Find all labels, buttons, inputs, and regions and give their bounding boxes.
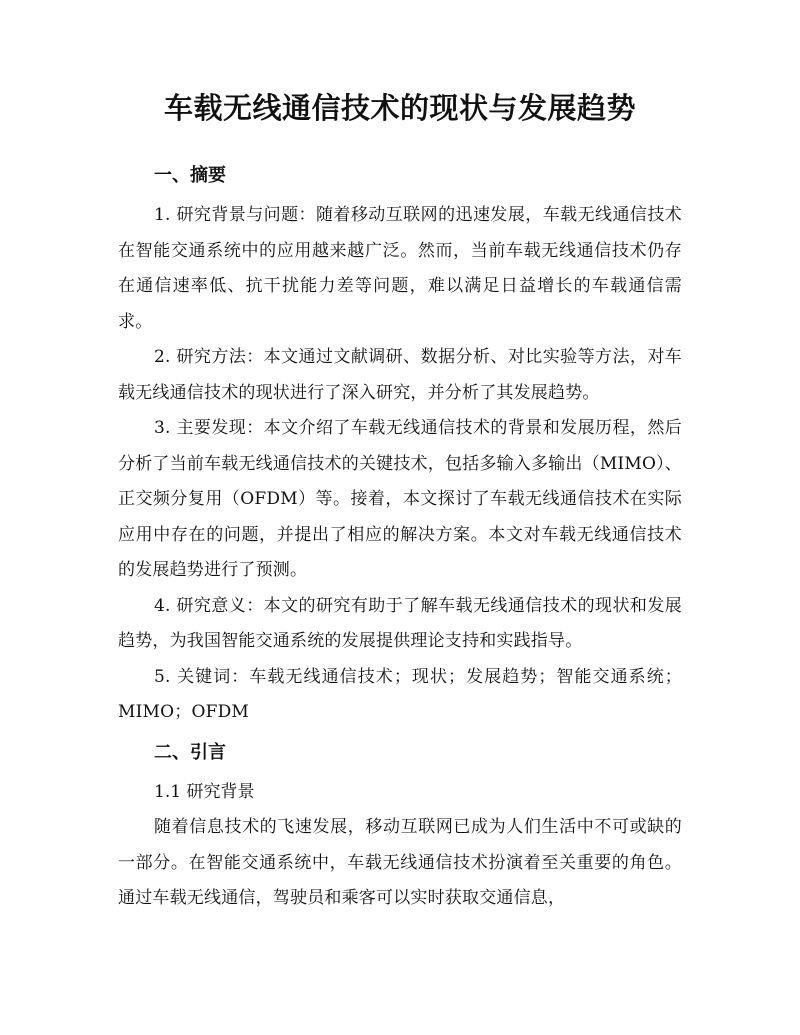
abstract-findings-paragraph: 3. 主要发现：本文介绍了车载无线通信技术的背景和发展历程，然后分析了当前车载无线通信技术的关键技术，包括多输入多输出（MIMO）、正交频分复用（OFDM）等。接着，本文探讨了车载无线通信技术在实际应用中存在的问题，并提出了相应的解决方案。本文对车载无线通信技术的发展趋势进行了预测。 — [118, 418, 682, 580]
abstract-method-paragraph: 2. 研究方法：本文通过文献调研、数据分析、对比实验等方法，对车载无线通信技术的现状进行了深入研究，并分析了其发展趋势。 — [118, 347, 682, 403]
section-heading-introduction: 二、引言 — [154, 741, 226, 763]
document-title: 车载无线通信技术的现状与发展趋势 — [163, 91, 636, 125]
abstract-significance-paragraph: 4. 研究意义：本文的研究有助于了解车载无线通信技术的现状和发展趋势，为我国智能交通系统的发展提供理论支持和实践指导。 — [118, 595, 682, 651]
section-heading-abstract: 一、摘要 — [154, 165, 226, 186]
introduction-background-paragraph: 随着信息技术的飞速发展，移动互联网已成为人们生活中不可或缺的一部分。在智能交通系统中，车载无线通信技术扮演着至关重要的角色。通过车载无线通信，驾驶员和乘客可以实时获取交通信息， — [118, 817, 682, 908]
subsection-heading-background: 1.1 研究背景 — [154, 781, 255, 802]
abstract-background-paragraph: 1. 研究背景与问题：随着移动互联网的迅速发展，车载无线通信技术在智能交通系统中的应用越来越广泛。然而，当前车载无线通信技术仍存在通信速率低、抗干扰能力差等问题，难以满足日益增长的车载通信需求。 — [118, 205, 682, 332]
abstract-keywords-paragraph: 5. 关键词：车载无线通信技术；现状；发展趋势；智能交通系统；MIMO；OFDM — [118, 666, 682, 722]
